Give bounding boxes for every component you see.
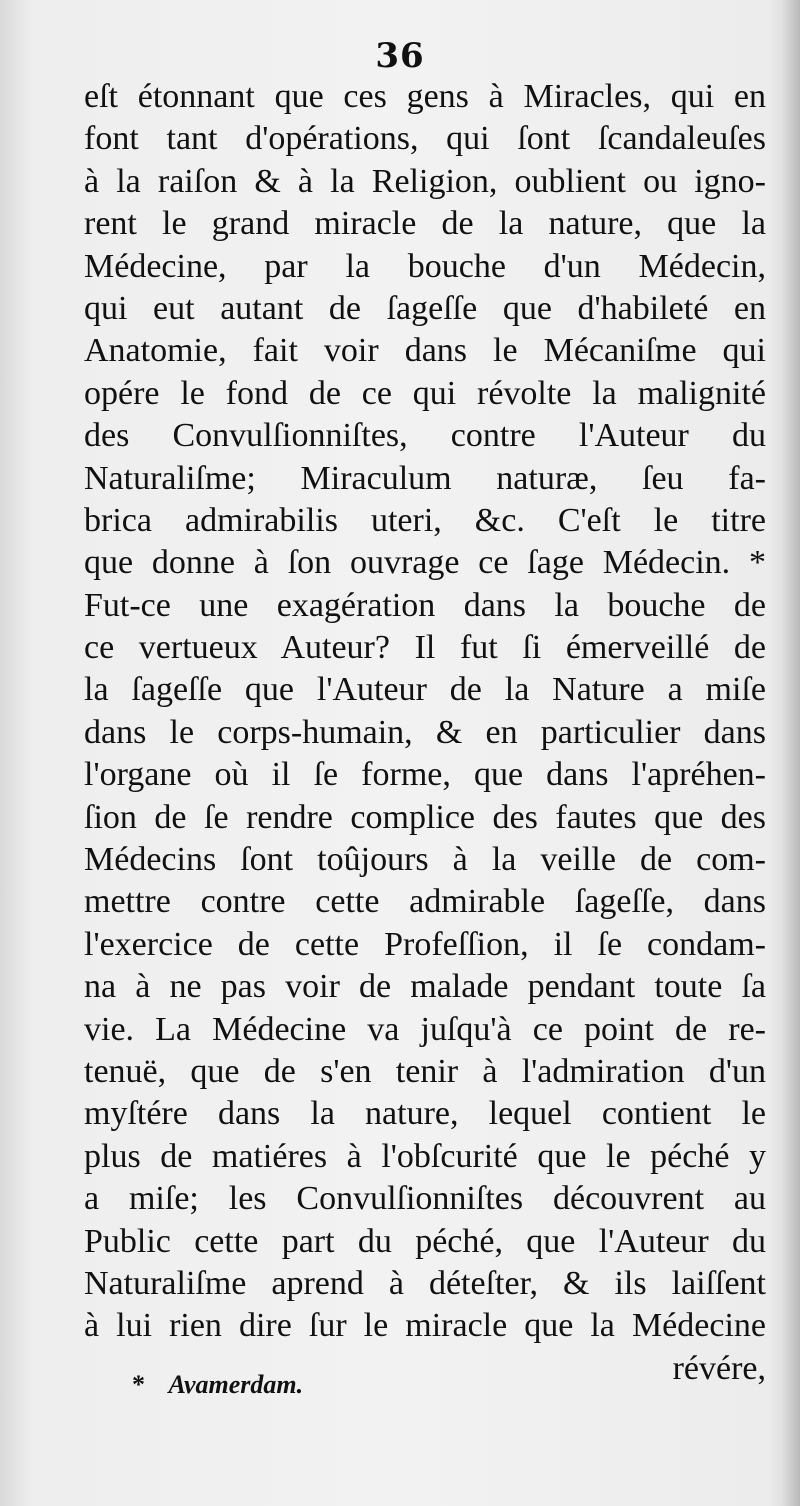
text-line: mettre contre cette admirable ſageſſe, dans: [84, 883, 766, 921]
text-line: brica admirabilis uteri, &c. C'eſt le titre: [84, 501, 766, 539]
text-line: l'organe où il ſe forme, que dans l'apréhen-: [84, 756, 766, 794]
text-line: Fut-ce une exagération dans la bouche de: [84, 586, 766, 624]
page-number: 36: [375, 36, 425, 76]
footnote: [132, 1370, 303, 1400]
text-line: vie. La Médecine va juſqu'à ce point de re-: [84, 1010, 766, 1048]
footnote-marker: *: [132, 1370, 145, 1399]
text-line: à lui rien dire ſur le miracle que la Médecine: [84, 1307, 766, 1345]
text-line: rent le grand miracle de la nature, que la: [84, 205, 766, 243]
text-line: plus de matiéres à l'obſcurité que le péché y: [84, 1137, 766, 1175]
text-line: ce vertueux Auteur? Il fut ſi émerveillé de: [84, 629, 766, 667]
text-line: Naturaliſme aprend à déteſter, & ils laiſſent: [84, 1264, 766, 1302]
text-line: opére le fond de ce qui révolte la malignité: [84, 374, 766, 412]
text-line: Médecins ſont toûjours à la veille de com-: [84, 841, 766, 879]
text-line: que donne à ſon ouvrage ce ſage Médecin. *: [84, 544, 766, 582]
text-line: Public cette part du péché, que l'Auteur du: [84, 1222, 766, 1260]
text-line: dans le corps-humain, & en particulier dans: [84, 713, 766, 751]
footnote-text: Avamerdam.: [168, 1370, 304, 1399]
text-line: Naturaliſme; Miraculum naturæ, ſeu fa-: [84, 459, 766, 497]
text-line: qui eut autant de ſageſſe que d'habileté en: [84, 289, 766, 327]
text-line: la ſageſſe que l'Auteur de la Nature a miſe: [84, 671, 766, 709]
catchword: révére,: [672, 1349, 766, 1387]
text-line: Anatomie, fait voir dans le Mécaniſme qui: [84, 332, 766, 370]
text-line: eſt étonnant que ces gens à Miracles, qui en: [84, 78, 766, 115]
text-line: na à ne pas voir de malade pendant toute ſa: [84, 968, 766, 1006]
text-line: a miſe; les Convulſionniſtes découvrent au: [84, 1180, 766, 1218]
text-line: l'exercice de cette Profeſſion, il ſe condam-: [84, 925, 766, 963]
text-line: Médecine, par la bouche d'un Médecin,: [84, 247, 766, 285]
text-line: font tant d'opérations, qui ſont ſcandaleuſes: [84, 120, 766, 158]
text-line: myſtére dans la nature, lequel contient le: [84, 1095, 766, 1133]
body-text: [84, 76, 766, 1390]
text-line: des Convulſionniſtes, contre l'Auteur du: [84, 417, 766, 455]
page-edge-shadow: [782, 0, 800, 1506]
text-line: ſion de ſe rendre complice des fautes que des: [84, 798, 766, 836]
text-line: tenuë, que de s'en tenir à l'admiration d'un: [84, 1052, 766, 1090]
text-line: à la raiſon & à la Religion, oublient ou igno-: [84, 162, 766, 200]
